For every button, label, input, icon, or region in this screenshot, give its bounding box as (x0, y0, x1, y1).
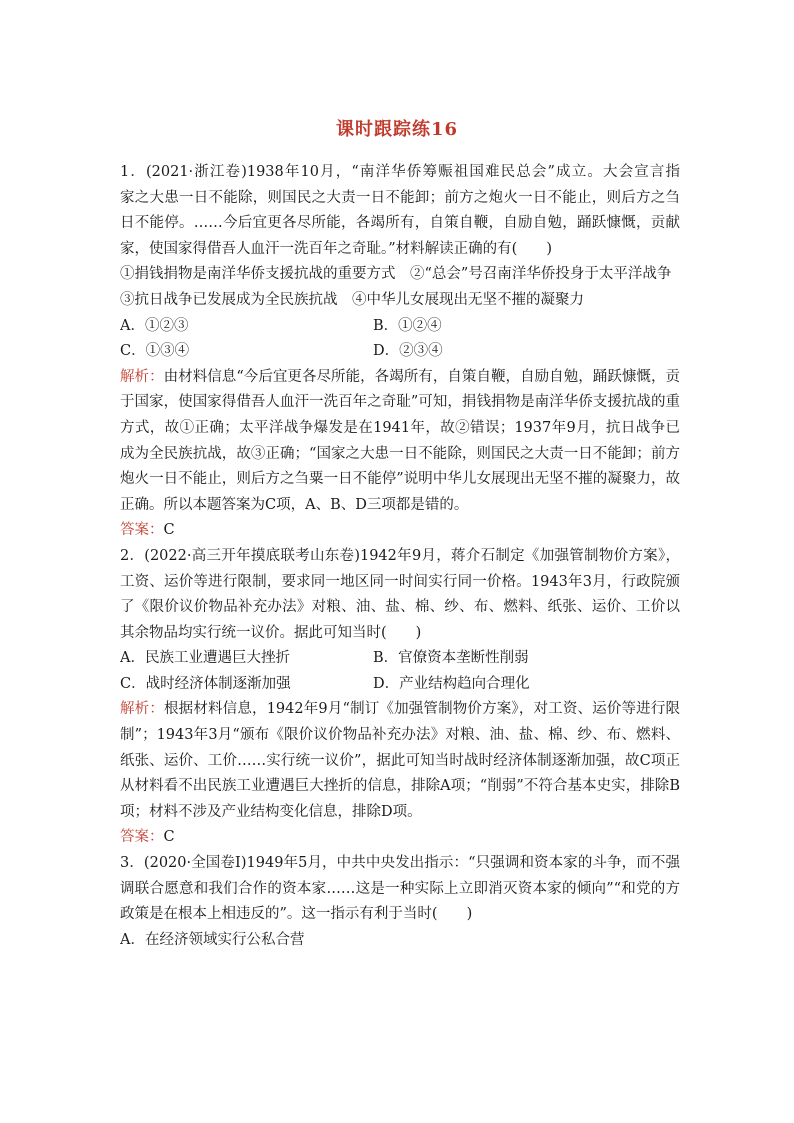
answer-value: C (163, 522, 175, 539)
analysis-line: 从材料看不出民族工业遭遇巨大挫折的信息，排除A项；“削弱”不符合基本史实，排除B (120, 778, 680, 795)
question-stem-line: 家之大患一日不能除，则国民之大责一日不能卸；前方之炮火一日不能止，则后方之刍 (120, 189, 680, 206)
question-2 (120, 544, 680, 851)
options-row (120, 339, 680, 365)
option-a: A．在经济领域实行公私合营 (120, 931, 305, 948)
analysis-label: 解析： (120, 368, 164, 385)
analysis-text: 由材料信息“今后宜更各尽所能，各竭所有，自策自鞭，自励自勉，踊跃慷慨，贡 (163, 368, 680, 385)
question-stem-line: 其余物品均实行统一议价。据此可知当时( ) (120, 624, 422, 641)
statement-line: ①捐钱捐物是南洋华侨支援抗战的重要方式 ②“总会”号召南洋华侨投身于太平洋战争 (120, 266, 672, 283)
option-b: B．官僚资本垄断性削弱 (373, 650, 529, 667)
analysis-line: 方式，故①正确；太平洋战争爆发是在1941年，故②错误；1937年9月，抗日战争已 (120, 419, 680, 436)
option-a: A．①②③ (120, 317, 189, 334)
analysis-line: 正确。所以本题答案为C项，A、B、D三项都是错的。 (120, 496, 469, 513)
question-stem-line: 家，使国家得借吾人血汗一洗百年之奇耻。”材料解读正确的有( ) (120, 240, 552, 257)
option-d: D．②③④ (373, 343, 443, 360)
question-stem-line: 调联合愿意和我们合作的资本家……这是一种实际上立即消灭资本家的倾向”“和党的方 (120, 880, 680, 897)
analysis-line: 项；材料不涉及产业结构变化信息，排除D项。 (120, 803, 422, 820)
question-stem-line: 日不能停。……今后宜更各尽所能，各竭所有，自策自鞭，自励自勉，踊跃慷慨，贡献 (120, 215, 680, 232)
analysis-label: 解析： (120, 701, 165, 718)
answer-label: 答案： (120, 522, 164, 539)
statement-line: ③抗日战争已发展成为全民族抗战 ④中华儿女展现出无坚不摧的凝聚力 (120, 291, 584, 308)
analysis-line: 于国家，使国家得借吾人血汗一洗百年之奇耻”可知，捐钱捐物是南洋华侨支援抗战的重 (120, 394, 680, 411)
question-stem-line: 工资、运价等进行限制，要求同一地区同一时间实行同一价格。1943年3月，行政院颁 (120, 573, 680, 590)
analysis-line: 制”；1943年3月“颁布《限价议价物品补充办法》对粮、油、盐、棉、纱、布、燃料、 (120, 727, 680, 744)
analysis-line (120, 365, 680, 391)
options-row (120, 646, 680, 672)
options-row (120, 672, 680, 698)
answer-label: 答案： (120, 829, 164, 846)
analysis-line (120, 697, 680, 723)
question-stem-line: 1．(2021·浙江卷)1938年10月，“南洋华侨筹赈祖国难民总会”成立。大会宣言指 (120, 164, 680, 180)
analysis-line: 炮火一日不能止，则后方之刍粟一日不能停”说明中华儿女展现出无坚不摧的凝聚力，故 (120, 471, 680, 488)
question-stem-line: 政策是在根本上相违反的”。这一指示有利于当时( ) (120, 906, 473, 923)
answer-line (120, 518, 680, 544)
page-title: 课时跟踪练16 (335, 119, 459, 140)
question-stem-line: 3．(2020·全国卷Ⅰ)1949年5月，中共中央发出指示：“只强调和资本家的斗争，而不强 (120, 855, 680, 872)
answer-value: C (163, 829, 175, 846)
question-1 (120, 160, 680, 544)
question-3 (120, 851, 680, 953)
option-a: A．民族工业遭遇巨大挫折 (120, 650, 290, 667)
question-stem-line: 了《限价议价物品补充办法》对粮、油、盐、棉、纱、布、燃料、纸张、运价、工价以 (120, 599, 680, 616)
question-list (120, 160, 680, 953)
analysis-line: 成为全民族抗战，故③正确；“国家之大患一日不能除，则国民之大责一日不能卸；前方 (120, 445, 680, 462)
option-d: D．产业结构趋向合理化 (373, 675, 530, 692)
option-c: C．①③④ (120, 343, 190, 360)
option-c: C．战时经济体制逐渐加强 (120, 675, 291, 692)
question-stem-line: 2．(2022·高三开年摸底联考山东卷)1942年9月，蒋介石制定《加强管制物价方案》， (120, 547, 680, 564)
answer-line (120, 825, 680, 851)
analysis-text: 根据材料信息，1942年9月“制订《加强管制物价方案》，对工资、运价等进行限 (164, 701, 680, 718)
analysis-line: 纸张、运价、工价……实行统一议价”，据此可知当时战时经济体制逐渐加强，故C项正 (120, 752, 680, 769)
option-b: B．①②④ (373, 317, 442, 334)
options-row (120, 314, 680, 340)
